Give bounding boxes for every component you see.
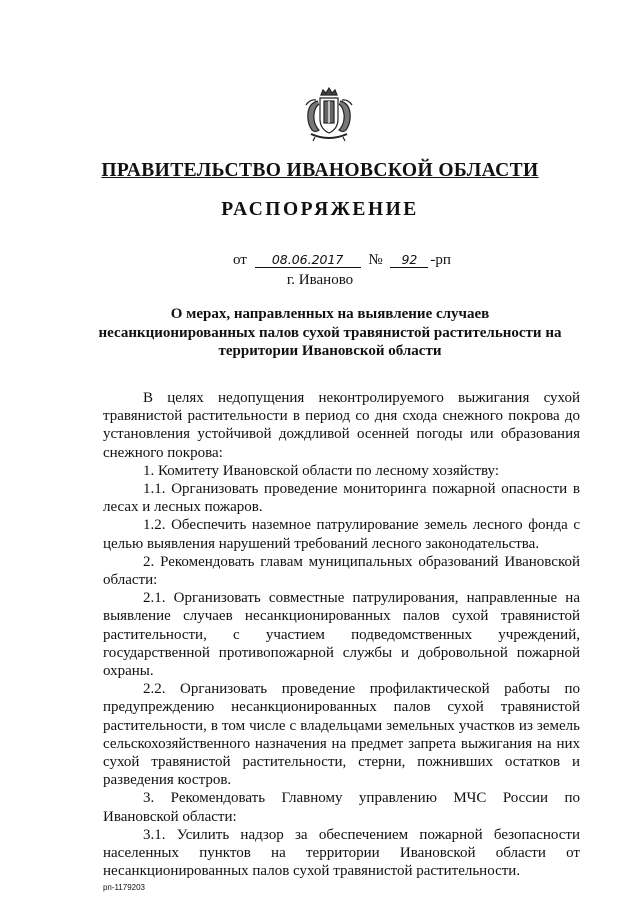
- paragraph-item-1-2: 1.2. Обеспечить наземное патрулирование земель лесного фонда с целью выявления нарушений требований лесного законодательства.: [103, 517, 580, 552]
- number-suffix: -рп: [430, 252, 451, 268]
- paragraph-item-1-1: 1.1. Организовать проведение мониторинга пожарной опасности в лесах и лесных пожаров.: [103, 481, 580, 516]
- document-number-line: [233, 252, 451, 269]
- document-title: О мерах, направленных на выявление случаев несанкционированных палов сухой травянистой растительности на территории Ивановской области: [98, 306, 562, 359]
- document-number: 92: [390, 253, 428, 268]
- date-label: от: [233, 252, 247, 268]
- paragraph-item-1: 1. Комитету Ивановской области по лесному хозяйству:: [143, 462, 500, 479]
- document-body: [103, 389, 580, 880]
- footer-code: рп-1179203: [103, 883, 145, 892]
- paragraph-item-2-2: 2.2. Организовать проведение профилактической работы по предупреждению несанкционированных палов сухой травянистой растительности, в том числе с владельцами земельных участков из земель сельскохозяйственного назначения на предмет запрета выжигания на них сухой травянистой растительности, стерни, пожнивших остатков и разведения костров.: [103, 681, 580, 789]
- paragraph-item-3-1: 3.1. Усилить надзор за обеспечением пожарной безопасности населенных пунктов на территории Ивановской области от несанкционированных палов сухой травянистой растительности.: [103, 826, 580, 880]
- paragraph-preamble: В целях недопущения неконтролируемого выжигания сухой травянистой растительности в период со дня схода снежного покрова до установления устойчивой дождливой осенней погоды или образования снежного покрова:: [103, 390, 580, 461]
- number-label: №: [368, 252, 383, 268]
- organization-name: ПРАВИТЕЛЬСТВО ИВАНОВСКОЙ ОБЛАСТИ: [101, 160, 539, 181]
- document-type: РАСПОРЯЖЕНИЕ: [221, 199, 419, 220]
- coat-of-arms-emblem: [300, 86, 358, 144]
- paragraph-item-3: 3. Рекомендовать Главному управлению МЧС России по Ивановской области:: [103, 790, 580, 825]
- paragraph-item-2-1: 2.1. Организовать совместные патрулирования, направленные на выявление случаев несанкционированных палов сухой травянистой растительности, с участием подведомственных учреждений, государственной противопожарной службы и добровольной пожарной охраны.: [103, 590, 580, 680]
- city-name: г. Иваново: [286, 272, 354, 288]
- document-date: 08.06.2017: [255, 253, 361, 268]
- paragraph-item-2: 2. Рекомендовать главам муниципальных образований Ивановской области:: [103, 553, 580, 589]
